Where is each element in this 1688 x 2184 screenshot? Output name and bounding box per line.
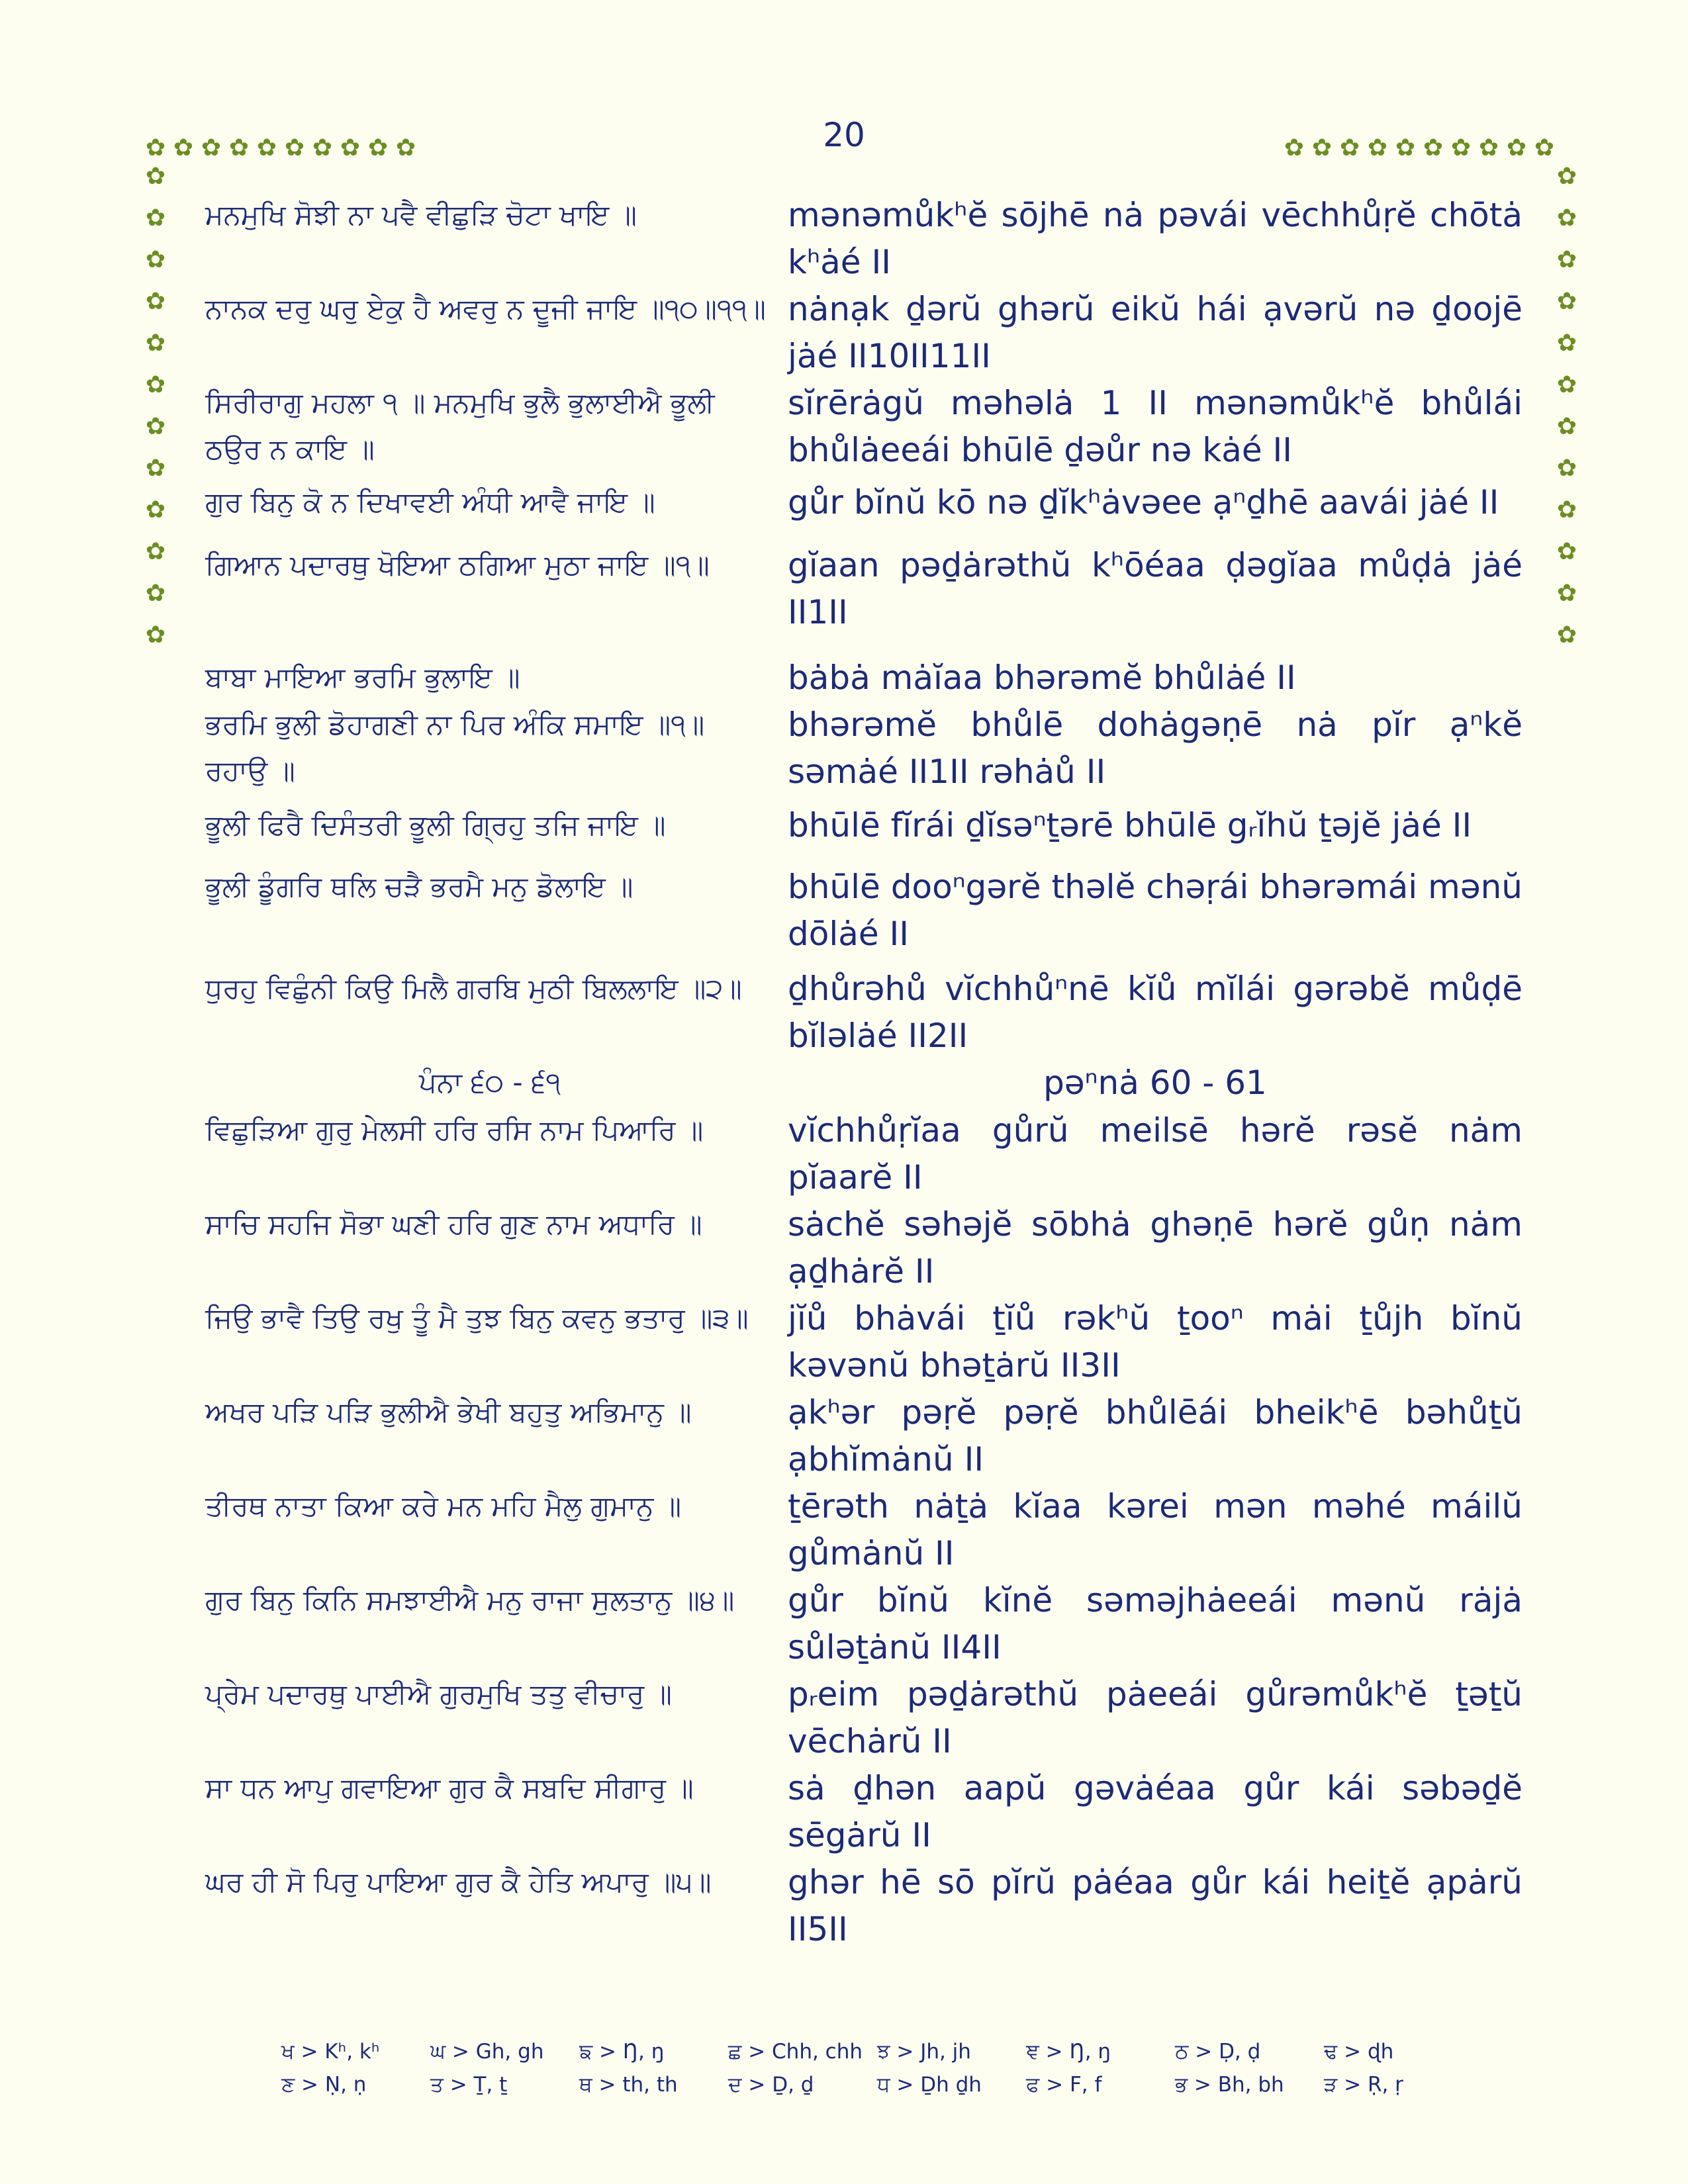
legend-arrow: > [592,2040,623,2064]
legend-arrow: > [1188,2040,1219,2064]
flower-ornament-icon: ✿ [145,496,166,523]
flower-ornament-icon: ✿ [1556,330,1577,357]
flower-ornament-icon: ✿ [145,580,166,607]
legend-gurmukhi: ਥ [579,2073,592,2097]
legend-gurmukhi: ਠ [1175,2040,1189,2064]
flower-ornament-icon: ✿ [145,538,166,565]
flower-ornament-icon: ✿ [1556,413,1577,440]
legend-roman: th, th [622,2073,678,2097]
flower-ornament-icon: ✿ [1284,134,1305,161]
flower-ornament-icon: ✿ [284,134,305,161]
verse-transliteration: vĭchhůṛĭaa gůrŭ meilsē hərĕ rəsĕ nȧm pĭaarĕ II [788,1111,1523,1197]
verse-row [205,1577,1523,1671]
verse-transliteration: bhərəmĕ bhůlē dohȧgəṇē nȧ pĭr ạⁿkĕ səmȧé II1II rəhȧů II [788,705,1523,791]
legend-roman: Ḍ, ḍ [1219,2040,1261,2064]
verse-transliteration: bhūlē dooⁿgərĕ thəlĕ chəṛái bhərəmái mənŭ dōlȧé II [788,868,1523,953]
flower-ornament-icon: ✿ [1478,134,1499,161]
legend-roman: Ṯ, ṯ [473,2073,508,2097]
verse-gurmukhi: ਘਰ ਹੀ ਸੋ ਪਿਰੁ ਪਾਇਆ ਗੁਰ ਕੈ ਹੇਤਿ ਅਪਾਰੁ ॥੫॥ [205,1866,712,1898]
verse-row [205,286,1523,380]
legend-roman: Chh, chh [772,2040,863,2064]
legend-item [281,2068,430,2101]
legend-item [1175,2035,1324,2068]
verse-transliteration: gĭaan pəḏȧrəthŭ kʰōéaa ḍəgĭaa můḍȧ jȧé II1II [788,546,1523,631]
verse-gurmukhi: ਵਿਛੁੜਿਆ ਗੁਰੁ ਮੇਲਸੀ ਹਰਿ ਰਸਿ ਨਾਮ ਪਿਆਰਿ ॥ [205,1114,704,1146]
legend-arrow: > [1039,2040,1070,2064]
legend-item [1026,2068,1175,2101]
flower-ornament-icon: ✿ [145,288,166,315]
flower-ornament-icon: ✿ [1311,134,1333,161]
verse-gurmukhi: ਭਰਮਿ ਭੁਲੀ ਡੋਹਾਗਣੀ ਨਾ ਪਿਰ ਅੰਕਿ ਸਮਾਇ ॥੧॥ ਰਹਾਉ ॥ [205,708,705,787]
legend-row [281,2068,1473,2101]
legend-gurmukhi: ਧ [877,2073,890,2097]
legend-item [1026,2035,1175,2068]
legend-roman: Kʰ, kʰ [324,2040,380,2064]
verse-row [205,655,1523,702]
verse-transliteration: gůr bĭnŭ kĭnĕ səməjhȧeeái mənŭ rȧjȧ sůləṯȧnŭ II4II [788,1581,1523,1666]
flower-ornament-icon: ✿ [1556,288,1577,315]
flower-ornament-icon: ✿ [145,246,166,273]
verse-row [205,1483,1523,1577]
verse-row [205,702,1523,796]
flower-ornament-icon: ✿ [145,134,166,161]
legend-roman: Ŋ, ŋ [622,2040,665,2064]
verse-row [205,380,1523,474]
legend-arrow: > [443,2073,474,2097]
verse-transliteration: sĭrērȧgŭ məhəlȧ 1 II mənəmůkʰĕ bhůlái bhůlȧeeái bhūlē ḏəůr nə kȧé II [788,384,1523,469]
verse-row [205,192,1523,286]
verse-transliteration: ṯērəth nȧṯȧ kĭaa kərei mən məhé máilŭ gůmȧnŭ II [788,1487,1523,1572]
flower-ornament-icon: ✿ [1556,163,1577,190]
legend-gurmukhi: ਫ [1026,2073,1040,2097]
verse-gurmukhi: ਅਖਰ ਪੜਿ ਪੜਿ ਭੁਲੀਐ ਭੇਖੀ ਬਹੁਤੁ ਅਭਿਮਾਨੁ ॥ [205,1396,692,1428]
legend-roman: Ḏh ḏh [920,2073,982,2097]
flower-ornament-icon: ✿ [1556,538,1577,565]
verse-gurmukhi: ਪ੍ਰੇਮ ਪਦਾਰਥੁ ਪਾਈਐ ਗੁਰਮੁਖਿ ਤਤੁ ਵੀਚਾਰੁ ॥ [205,1678,672,1710]
legend-arrow: > [445,2040,476,2064]
legend-arrow: > [1337,2040,1368,2064]
flower-ornament-icon: ✿ [1367,134,1388,161]
legend-gurmukhi: ਘ [430,2040,446,2064]
legend-item [579,2068,728,2101]
flower-ornament-icon: ✿ [145,413,166,440]
verse-gurmukhi: ਗਿਆਨ ਪਦਾਰਥੁ ਖੋਇਆ ਠਗਿਆ ਮੁਠਾ ਜਾਇ ॥੧॥ [205,549,710,581]
verse-gurmukhi: ਮਨਮੁਖਿ ਸੋਝੀ ਨਾ ਪਵੈ ਵੀਛੁੜਿ ਚੋਟਾ ਖਾਇ ॥ [205,199,637,231]
transliteration-legend [281,2035,1473,2101]
legend-arrow: > [294,2040,325,2064]
legend-arrow: > [592,2073,623,2097]
flower-ornament-icon: ✿ [201,134,222,161]
verse-gurmukhi: ਸਾ ਧਨ ਆਪੁ ਗਵਾਇਆ ਗੁਰ ਕੈ ਸਬਦਿ ਸੀਗਾਰੁ ॥ [205,1772,694,1804]
verse-gurmukhi: ਧੁਰਹੁ ਵਿਛੁੰਨੀ ਕਿਉ ਮਿਲੈ ਗਰਬਿ ਮੁਠੀ ਬਿਲਲਾਇ ॥੨॥ [205,972,742,1005]
verse-gurmukhi: ਗੁਰ ਬਿਨੁ ਕੋ ਨ ਦਿਖਾਵਈ ਅੰਧੀ ਆਵੈ ਜਾਇ ॥ [205,486,655,518]
page-number: 20 [823,116,865,154]
legend-gurmukhi: ਢ [1324,2040,1338,2064]
legend-arrow: > [890,2040,921,2064]
verse-gurmukhi: ਜਿਉ ਭਾਵੈ ਤਿਉ ਰਖੁ ਤੂੰ ਮੈ ਤੁਝ ਬਿਨੁ ਕਵਨੁ ਭਤਾਰੁ ॥੩॥ [205,1302,749,1334]
verse-row [205,1107,1523,1201]
legend-roman: Gh, gh [475,2040,544,2064]
flower-ornament-icon: ✿ [367,134,389,161]
page-reference-translit: pəⁿnȧ 60 - 61 [1043,1064,1267,1102]
legend-item [728,2035,877,2068]
legend-item [877,2035,1026,2068]
legend-item [1324,2068,1473,2101]
legend-roman: F, f [1069,2073,1102,2097]
legend-roman: Ŋ, ŋ [1069,2040,1111,2064]
verse-row [205,1765,1523,1859]
verse-transliteration: ghər hē sō pĭrŭ pȧéaa gůr kái heiṯĕ ạpȧrŭ II5II [788,1863,1523,1948]
legend-gurmukhi: ਖ [281,2040,295,2064]
flower-ornament-icon: ✿ [173,134,194,161]
legend-roman: Jh, jh [920,2040,971,2064]
flower-ornament-icon: ✿ [1506,134,1527,161]
legend-roman: Ṇ, ṇ [324,2073,367,2097]
verse-transliteration: jĭů bhȧvái ṯĭů rəkʰŭ ṯooⁿ mȧi ṯůjh bĭnŭ kəvənŭ bhəṯȧrŭ II3II [788,1299,1523,1385]
flower-ornament-icon: ✿ [145,330,166,357]
verse-row [205,1671,1523,1765]
verse-transliteration: sȧ ḏhən aapŭ gəvȧéaa gůr kái səbəḏĕ sēgȧrŭ II [788,1769,1523,1854]
legend-gurmukhi: ੜ [1324,2073,1338,2097]
flower-ornament-icon: ✿ [1556,580,1577,607]
legend-item [430,2035,579,2068]
legend-item [1175,2068,1324,2101]
flower-ornament-icon: ✿ [1339,134,1360,161]
legend-gurmukhi: ਛ [728,2040,742,2064]
legend-gurmukhi: ਞ [1026,2040,1039,2064]
verse-row [205,542,1523,636]
legend-item [877,2068,1026,2101]
legend-gurmukhi: ਦ [728,2073,742,2097]
legend-row [281,2035,1473,2068]
verse-transliteration: pᵣeim pəḏȧrəthŭ pȧeeái gůrəmůkʰĕ ṯəṯŭ vēchȧrŭ II [788,1675,1523,1760]
page-reference-gurmukhi: ਪੰਨਾ ੬੦ - ੬੧ [418,1066,561,1099]
legend-arrow: > [295,2073,325,2097]
legend-arrow: > [741,2073,773,2097]
legend-gurmukhi: ਣ [281,2073,295,2097]
flower-ornament-icon: ✿ [1556,371,1577,398]
verse-row [205,864,1523,958]
legend-roman: Ṛ, ṛ [1367,2073,1403,2097]
verse-row [205,1201,1523,1295]
flower-ornament-icon: ✿ [1423,134,1444,161]
flower-ornament-icon: ✿ [1556,246,1577,273]
verse-transliteration: ḏhůrəhů vĭchhůⁿnē kĭů mĭlái gərəbĕ můḍē bĭləlȧé II2II [788,970,1523,1055]
verse-row [205,1389,1523,1483]
legend-gurmukhi: ਙ [579,2040,593,2064]
verse-gurmukhi: ਸਾਚਿ ਸਹਜਿ ਸੋਭਾ ਘਣੀ ਹਰਿ ਗੁਣ ਨਾਮ ਅਧਾਰਿ ॥ [205,1208,702,1240]
verse-transliteration: ạkʰər pəṛĕ pəṛĕ bhůlēái bheikʰē bəhůṯŭ ạbhĭmȧnŭ II [788,1393,1523,1479]
legend-roman: Ḏ, ḏ [772,2073,814,2097]
flower-ornament-icon: ✿ [256,134,277,161]
flower-ornament-icon: ✿ [1534,134,1555,161]
legend-roman: Bh, bh [1217,2073,1284,2097]
verse-row [205,479,1523,526]
flower-ornament-icon: ✿ [1556,621,1577,649]
verse-transliteration: bȧbȧ mȧĭaa bhərəmĕ bhůlȧé II [788,659,1296,697]
verse-row [205,1859,1523,1953]
legend-item [281,2035,430,2068]
flower-ornament-icon: ✿ [145,621,166,649]
verse-row [205,966,1523,1060]
flower-ornament-icon: ✿ [1395,134,1416,161]
flower-ornament-icon: ✿ [145,371,166,398]
flower-ornament-icon: ✿ [1556,455,1577,482]
legend-arrow: > [1337,2073,1368,2097]
verse-row [205,802,1523,849]
verse-gurmukhi: ਭੂਲੀ ਡੂੰਗਰਿ ਥਲਿ ਚੜੈ ਭਰਮੈ ਮਨੁ ਡੋਲਾਇ ॥ [205,870,633,903]
legend-item [430,2068,579,2101]
verse-transliteration: mənəmůkʰĕ sōjhē nȧ pəvái vēchhůṛĕ chōtȧ kʰȧé II [788,196,1523,281]
legend-item [1324,2035,1473,2068]
verse-transliteration: gůr bĭnŭ kō nə ḏĭkʰȧvəee ạⁿḏhē aavái jȧé II [788,483,1499,522]
verse-gurmukhi: ਤੀਰਥ ਨਾਤਾ ਕਿਆ ਕਰੇ ਮਨ ਮਹਿ ਮੈਲੁ ਗੁਮਾਨੁ ॥ [205,1490,681,1522]
verse-row [205,1295,1523,1389]
legend-arrow: > [1039,2073,1070,2097]
flower-ornament-icon: ✿ [145,163,166,190]
verse-gurmukhi: ਬਾਬਾ ਮਾਇਆ ਭਰਮਿ ਭੁਲਾਇ ॥ [205,661,520,694]
verse-transliteration: bhūlē fĭrái ḏĭsəⁿṯərē bhūlē gᵣĭhŭ ṯəjĕ jȧé II [788,806,1472,844]
verse-table [205,192,1523,1953]
flower-ornament-icon: ✿ [1556,496,1577,523]
legend-item [579,2035,728,2068]
flower-ornament-icon: ✿ [1450,134,1472,161]
legend-item [728,2068,877,2101]
verse-gurmukhi: ਸਿਰੀਰਾਗੁ ਮਹਲਾ ੧ ॥ ਮਨਮੁਖਿ ਭੁਲੈ ਭੁਲਾਈਐ ਭੂਲੀ ਠਉਰ ਨ ਕਾਇ ॥ [205,387,715,465]
legend-arrow: > [890,2073,921,2097]
legend-gurmukhi: ਭ [1175,2073,1188,2097]
verse-gurmukhi: ਭੂਲੀ ਫਿਰੈ ਦਿਸੰਤਰੀ ਭੂਲੀ ਗ੍ਰਿਹੁ ਤਜਿ ਜਾਇ ॥ [205,809,666,841]
flower-ornament-icon: ✿ [145,455,166,482]
legend-roman: ɖh [1367,2040,1394,2064]
flower-ornament-icon: ✿ [145,205,166,232]
verse-transliteration: nȧnạk ḏərŭ ghərŭ eikŭ hái ạvərŭ nə ḏoojē jȧé II10II11II [788,290,1523,375]
flower-ornament-icon: ✿ [1556,205,1577,232]
legend-arrow: > [741,2040,773,2064]
flower-ornament-icon: ✿ [228,134,250,161]
legend-gurmukhi: ਤ [430,2073,444,2097]
verse-gurmukhi: ਗੁਰ ਬਿਨੁ ਕਿਨਿ ਸਮਝਾਈਐ ਮਨੁ ਰਾਜਾ ਸੁਲਤਾਨੁ ॥੪॥ [205,1584,735,1616]
flower-ornament-icon: ✿ [340,134,361,161]
legend-arrow: > [1188,2073,1218,2097]
verse-gurmukhi: ਨਾਨਕ ਦਰੁ ਘਰੁ ਏਕੁ ਹੈ ਅਵਰੁ ਨ ਦੂਜੀ ਜਾਇ ॥੧੦॥੧੧॥ [205,293,766,325]
legend-gurmukhi: ਝ [877,2040,890,2064]
flower-ornament-icon: ✿ [395,134,416,161]
flower-ornament-icon: ✿ [312,134,333,161]
verse-transliteration: sȧchĕ səhəjĕ sōbhȧ ghəṇē hərĕ gůṇ nȧm ạḏhȧrĕ II [788,1205,1523,1291]
page-reference-row [205,1060,1523,1107]
